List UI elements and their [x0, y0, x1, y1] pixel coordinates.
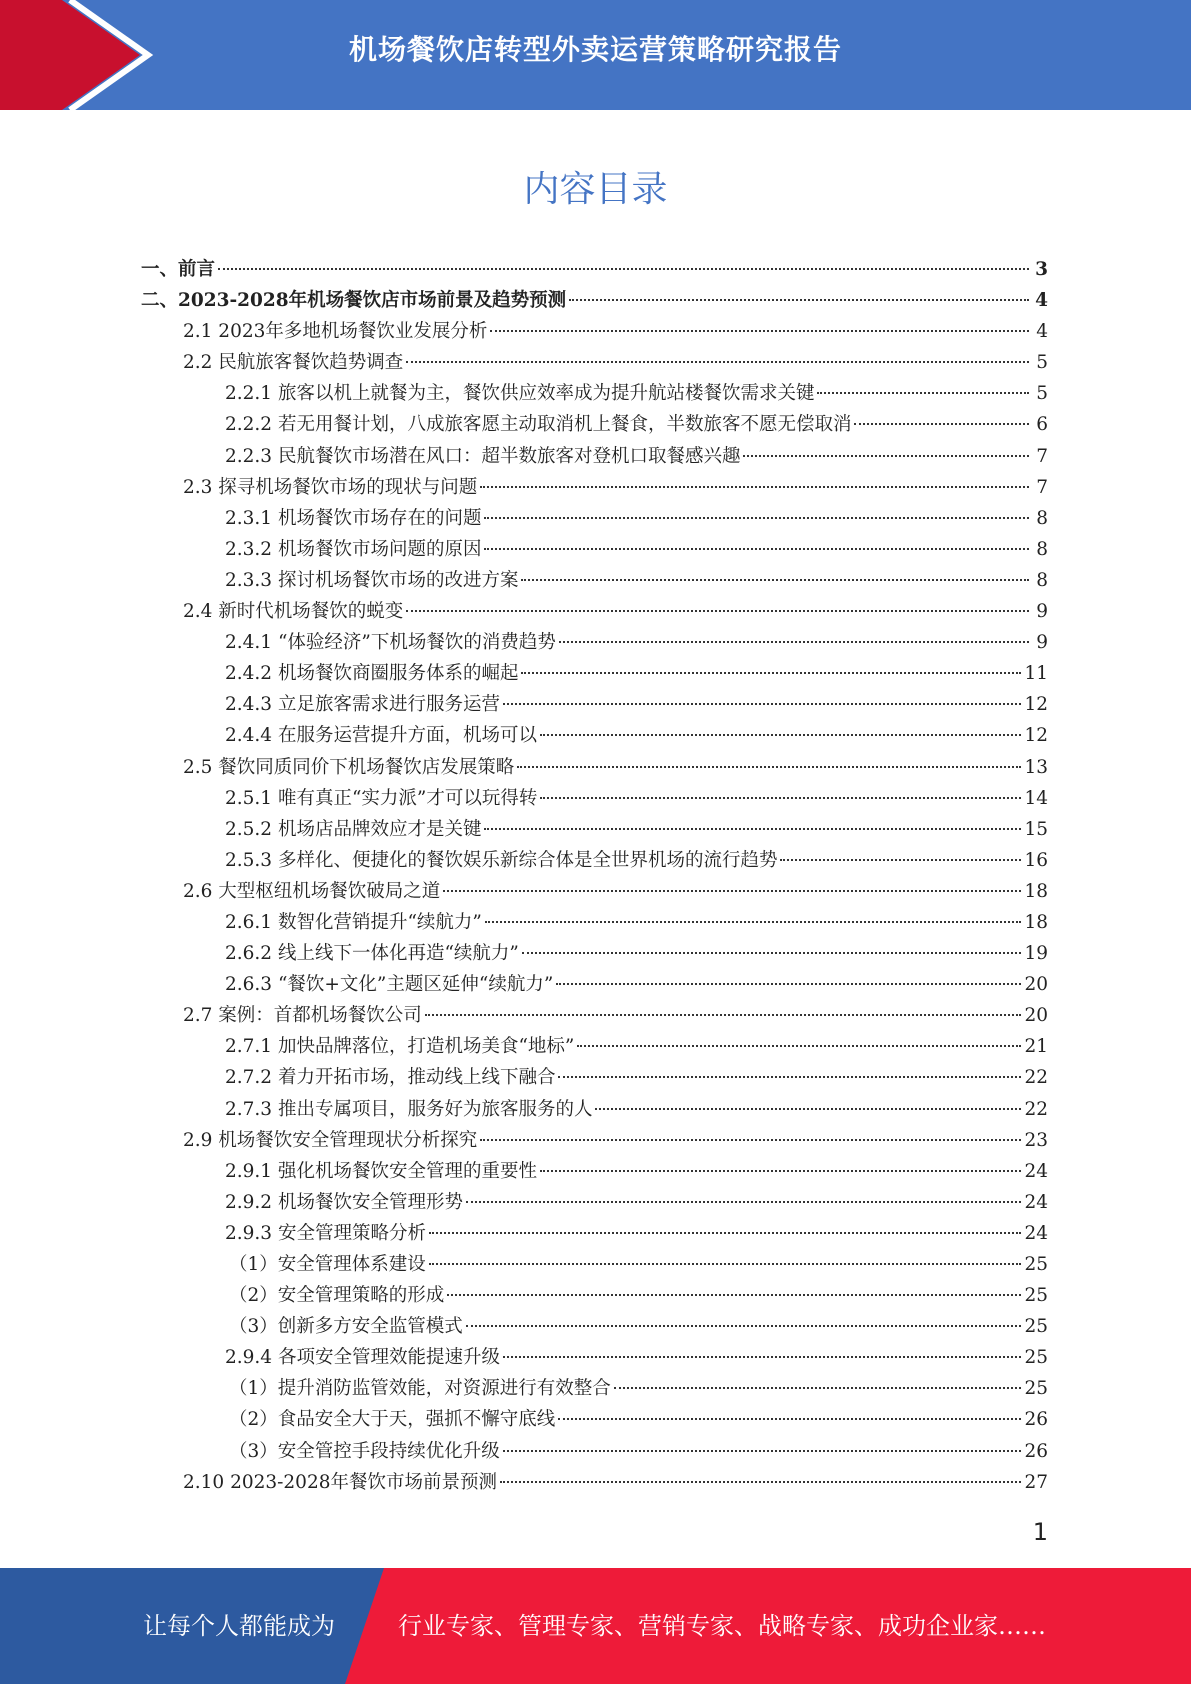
- toc-entry-page: 18: [1024, 911, 1048, 933]
- toc-entry-text: 2.4 新时代机场餐饮的蜕变: [183, 601, 404, 623]
- toc-leader-dots: [406, 361, 1029, 363]
- toc-entry-text: 2.7.1 加快品牌落位，打造机场美食“地标”: [225, 1036, 575, 1058]
- toc-entry-text: （3）安全管控手段持续优化升级: [229, 1440, 500, 1462]
- toc-entry-page: 24: [1024, 1191, 1048, 1213]
- toc-leader-dots: [556, 983, 1021, 985]
- toc-entry-page: 26: [1024, 1440, 1048, 1462]
- report-title: 机场餐饮店转型外卖运营策略研究报告: [348, 33, 842, 66]
- toc-leader-dots: [406, 610, 1029, 612]
- toc-entry-page: 6: [1036, 414, 1048, 436]
- toc-entry[interactable]: [141, 1467, 1048, 1498]
- toc-entry-page: 22: [1024, 1098, 1048, 1120]
- toc-leader-dots: [521, 672, 1021, 674]
- page-number: 1: [1032, 1518, 1048, 1546]
- toc-entry-page: 9: [1036, 632, 1048, 654]
- toc-entry-page: 4: [1036, 321, 1048, 343]
- toc-entry[interactable]: [141, 1031, 1048, 1062]
- toc-entry[interactable]: [141, 472, 1048, 503]
- toc-leader-dots: [425, 1014, 1022, 1016]
- toc-entry[interactable]: [141, 1000, 1048, 1031]
- toc-leader-dots: [466, 1201, 1021, 1203]
- toc-entry[interactable]: [141, 783, 1048, 814]
- toc-entry[interactable]: [141, 441, 1048, 472]
- toc-entry-text: 2.6 大型枢纽机场餐饮破局之道: [183, 880, 441, 902]
- toc-entry-page: 8: [1036, 538, 1048, 560]
- toc-entry-text: 2.6.3 “餐饮+文化”主题区延伸“续航力”: [225, 974, 554, 996]
- toc-entry-text: 2.6.2 线上线下一体化再造“续航力”: [225, 943, 519, 965]
- toc-entry[interactable]: [141, 534, 1048, 565]
- toc-leader-dots: [854, 423, 1029, 425]
- toc-entry-page: 25: [1024, 1347, 1048, 1369]
- toc-entry-text: （1）安全管理体系建设: [229, 1254, 426, 1275]
- toc-entry[interactable]: [141, 876, 1048, 907]
- toc-entry[interactable]: [141, 1280, 1048, 1311]
- toc-entry-page: 20: [1024, 1005, 1048, 1027]
- toc-entry[interactable]: [141, 1342, 1048, 1373]
- toc-entry[interactable]: [141, 1249, 1048, 1280]
- toc-entry-text: 2.4.3 立足旅客需求进行服务运营: [225, 694, 500, 716]
- footer-slogan-left: 让每个人都能成为: [143, 1612, 335, 1640]
- toc-entry-page: 14: [1024, 787, 1048, 809]
- toc-entry-text: 2.5.1 唯有真正“实力派”才可以玩得转: [225, 787, 538, 809]
- toc-entry-text: （2）安全管理策略的形成: [229, 1285, 445, 1307]
- toc-leader-dots: [577, 1045, 1021, 1047]
- toc-entry[interactable]: [141, 627, 1048, 658]
- toc-entry[interactable]: [141, 1062, 1048, 1093]
- toc-leader-dots: [485, 921, 1022, 923]
- toc-leader-dots: [443, 890, 1021, 892]
- toc-entry-page: 8: [1036, 507, 1048, 529]
- toc-leader-dots: [614, 1387, 1022, 1389]
- toc-entry-text: 2.3.1 机场餐饮市场存在的问题: [225, 507, 482, 529]
- toc-entry-text: 2.3 探寻机场餐饮市场的现状与问题: [183, 476, 478, 498]
- toc-entry[interactable]: [141, 1373, 1048, 1404]
- toc-entry-text: 2.7.3 推出专属项目，服务好为旅客服务的人: [225, 1098, 593, 1120]
- toc-entry-text: 2.9.1 强化机场餐饮安全管理的重要性: [225, 1160, 537, 1182]
- toc-heading: 内容目录: [523, 169, 668, 210]
- toc-entry-text: （2）食品安全大于天，强抓不懈守底线: [229, 1409, 556, 1431]
- toc-entry[interactable]: [141, 658, 1048, 689]
- toc-leader-dots: [480, 486, 1029, 488]
- toc-entry[interactable]: [141, 316, 1048, 347]
- toc-entry-text: 2.5.3 多样化、便捷化的餐饮娱乐新综合体是全世界机场的流行趋势: [225, 849, 778, 871]
- toc-leader-dots: [490, 330, 1029, 332]
- toc-entry[interactable]: [141, 378, 1048, 409]
- toc-entry-text: 2.6.1 数智化营销提升“续航力”: [225, 911, 482, 933]
- toc-leader-dots: [540, 734, 1021, 736]
- toc-entry[interactable]: [141, 689, 1048, 720]
- toc-leader-dots: [540, 797, 1021, 799]
- table-of-contents: [141, 254, 1048, 1498]
- toc-entry-text: 2.9.4 各项安全管理效能提速升级: [225, 1347, 500, 1369]
- toc-entry-text: 2.1 2023年多地机场餐饮业发展分析: [183, 321, 488, 343]
- toc-leader-dots: [484, 828, 1021, 830]
- toc-entry-page: 12: [1024, 725, 1048, 747]
- toc-entry-page: 27: [1024, 1471, 1048, 1493]
- toc-entry-page: 20: [1024, 974, 1048, 996]
- footer-slogan-right: 行业专家、管理专家、营销专家、战略专家、成功企业家……: [398, 1612, 1046, 1640]
- toc-entry-page: 19: [1024, 943, 1048, 965]
- toc-entry-text: 2.3.3 探讨机场餐饮市场的改进方案: [225, 569, 519, 591]
- toc-entry-page: 15: [1024, 818, 1048, 840]
- toc-entry[interactable]: [141, 814, 1048, 845]
- toc-entry-text: 2.9.2 机场餐饮安全管理形势: [225, 1191, 463, 1213]
- toc-entry-text: 2.7.2 着力开拓市场，推动线上线下融合: [225, 1067, 556, 1089]
- toc-leader-dots: [447, 1294, 1021, 1296]
- toc-entry-text: （1）提升消防监管效能，对资源进行有效整合: [229, 1378, 611, 1400]
- toc-entry[interactable]: [141, 1187, 1048, 1218]
- toc-leader-dots: [218, 268, 1029, 270]
- toc-entry-page: 23: [1024, 1129, 1048, 1151]
- page-header: [0, 0, 1191, 110]
- toc-entry[interactable]: [141, 1311, 1048, 1342]
- toc-entry-page: 11: [1024, 663, 1048, 685]
- toc-entry[interactable]: [141, 285, 1048, 316]
- toc-entry-page: 7: [1036, 445, 1048, 467]
- toc-entry-text: 2.10 2023-2028年餐饮市场前景预测: [183, 1471, 497, 1493]
- toc-entry-text: 一、前言: [141, 259, 216, 280]
- toc-entry-page: 24: [1024, 1222, 1048, 1244]
- toc-leader-dots: [466, 1325, 1022, 1327]
- toc-entry[interactable]: [141, 347, 1048, 378]
- toc-entry-page: 21: [1024, 1036, 1048, 1058]
- toc-entry-text: （3）创新多方安全监管模式: [229, 1316, 463, 1338]
- toc-entry-page: 5: [1036, 352, 1048, 374]
- toc-entry-page: 25: [1024, 1378, 1048, 1400]
- toc-entry-text: 二、2023-2028年机场餐饮店市场前景及趋势预测: [141, 290, 567, 312]
- toc-entry-text: 2.2.3 民航餐饮市场潜在风口：超半数旅客对登机口取餐感兴趣: [225, 445, 741, 467]
- toc-entry-text: 2.5.2 机场店品牌效应才是关键: [225, 818, 482, 840]
- toc-entry[interactable]: [141, 720, 1048, 751]
- toc-entry[interactable]: [141, 1125, 1048, 1156]
- toc-leader-dots: [517, 766, 1021, 768]
- toc-leader-dots: [429, 1232, 1021, 1234]
- toc-entry-page: 5: [1036, 383, 1048, 405]
- toc-leader-dots: [540, 1170, 1021, 1172]
- toc-entry[interactable]: [141, 254, 1048, 285]
- toc-entry[interactable]: [141, 969, 1048, 1000]
- toc-leader-dots: [522, 952, 1022, 954]
- toc-entry[interactable]: [141, 1156, 1048, 1187]
- toc-entry-page: 3: [1035, 259, 1048, 280]
- toc-entry-text: 2.2 民航旅客餐饮趋势调查: [183, 352, 404, 374]
- toc-entry[interactable]: [141, 503, 1048, 534]
- toc-entry-page: 25: [1024, 1285, 1048, 1307]
- toc-entry[interactable]: [141, 1094, 1048, 1125]
- toc-leader-dots: [569, 299, 1029, 301]
- toc-entry-page: 13: [1024, 756, 1048, 778]
- toc-leader-dots: [743, 455, 1029, 457]
- toc-leader-dots: [817, 392, 1029, 394]
- toc-leader-dots: [503, 1356, 1021, 1358]
- toc-entry[interactable]: [141, 938, 1048, 969]
- toc-entry-text: 2.4.2 机场餐饮商圈服务体系的崛起: [225, 663, 519, 685]
- toc-entry[interactable]: [141, 1218, 1048, 1249]
- toc-entry-page: 25: [1024, 1316, 1048, 1338]
- toc-entry-text: 2.9.3 安全管理策略分析: [225, 1222, 426, 1244]
- toc-entry-page: 4: [1035, 290, 1048, 312]
- toc-leader-dots: [521, 579, 1029, 581]
- toc-entry-text: 2.7 案例：首都机场餐饮公司: [183, 1005, 422, 1027]
- toc-leader-dots: [484, 517, 1029, 519]
- toc-leader-dots: [558, 1418, 1021, 1420]
- toc-entry-text: 2.4.1 “体验经济”下机场餐饮的消费趋势: [225, 632, 556, 654]
- toc-entry-page: 16: [1024, 849, 1048, 871]
- toc-entry-page: 12: [1024, 694, 1048, 716]
- toc-entry[interactable]: [141, 907, 1048, 938]
- toc-entry-page: 9: [1036, 601, 1048, 623]
- toc-leader-dots: [780, 859, 1021, 861]
- toc-entry[interactable]: [141, 845, 1048, 876]
- toc-entry-text: 2.2.1 旅客以机上就餐为主，餐饮供应效率成为提升航站楼餐饮需求关键: [225, 383, 815, 405]
- toc-entry[interactable]: [141, 409, 1048, 440]
- toc-leader-dots: [595, 1108, 1021, 1110]
- toc-entry-text: 2.2.2 若无用餐计划，八成旅客愿主动取消机上餐食，半数旅客不愿无偿取消: [225, 414, 852, 436]
- toc-entry[interactable]: [141, 752, 1048, 783]
- toc-leader-dots: [558, 1076, 1021, 1078]
- toc-leader-dots: [484, 548, 1029, 550]
- toc-entry-page: 18: [1024, 880, 1048, 902]
- toc-leader-dots: [480, 1139, 1021, 1141]
- toc-leader-dots: [503, 703, 1021, 705]
- toc-entry-page: 22: [1024, 1067, 1048, 1089]
- toc-entry-page: 25: [1024, 1254, 1048, 1275]
- toc-entry[interactable]: [141, 596, 1048, 627]
- toc-leader-dots: [503, 1450, 1022, 1452]
- toc-entry-page: 7: [1036, 476, 1048, 498]
- toc-entry-text: 2.4.4 在服务运营提升方面，机场可以: [225, 725, 537, 747]
- toc-entry[interactable]: [141, 1436, 1048, 1467]
- toc-leader-dots: [559, 641, 1029, 643]
- page-footer: [0, 1568, 1191, 1684]
- toc-entry[interactable]: [141, 565, 1048, 596]
- toc-entry-text: 2.3.2 机场餐饮市场问题的原因: [225, 538, 482, 560]
- toc-entry-text: 2.9 机场餐饮安全管理现状分析探究: [183, 1129, 478, 1151]
- toc-entry-text: 2.5 餐饮同质同价下机场餐饮店发展策略: [183, 756, 515, 778]
- toc-leader-dots: [500, 1481, 1021, 1483]
- toc-entry-page: 8: [1036, 569, 1048, 591]
- toc-entry[interactable]: [141, 1404, 1048, 1435]
- toc-leader-dots: [429, 1263, 1022, 1265]
- toc-entry-page: 26: [1024, 1409, 1048, 1431]
- toc-entry-page: 24: [1024, 1160, 1048, 1182]
